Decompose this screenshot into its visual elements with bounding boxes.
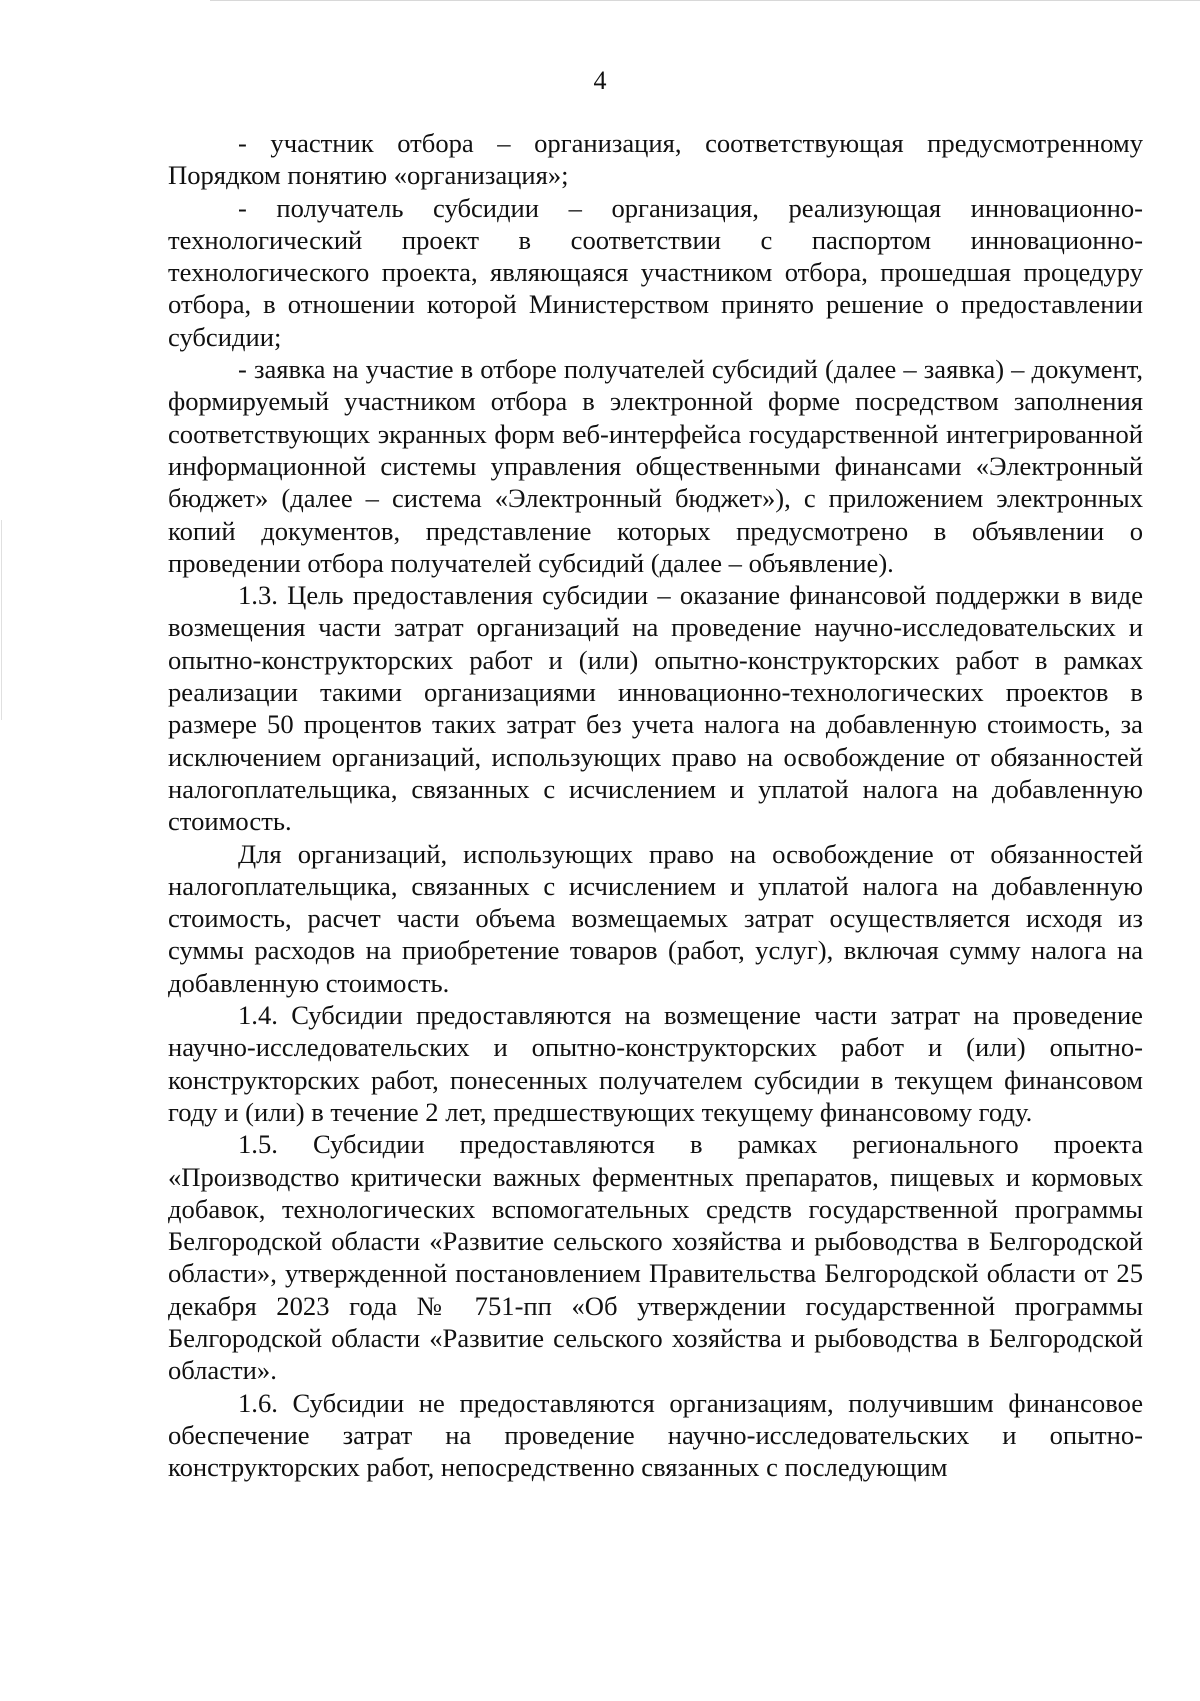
paragraph-vat-exempt: Для организаций, использующих право на освобождение от обязанностей налогоплательщика, связанных с исчислением и уплатой налога на добавленную стоимость, расчет части объема возмещаемых затрат осуществляется исходя из суммы расходов на приобретение товаров (работ, услуг), включая сумму налога на добавленную стоимость. xyxy=(168,838,1143,998)
scan-border-top xyxy=(210,0,1200,1)
document-body xyxy=(168,127,1143,1483)
paragraph-recipient-definition: - получатель субсидии – организация, реализующая инновационно-технологический проект в соответствии с паспортом инновационно-технологического проекта, являющаяся участником отбора, прошедшая процедуру отбора, в отношении которой Министерством принято решение о предоставлении субсидии; xyxy=(168,192,1143,352)
paragraph-1-3: 1.3. Цель предоставления субсидии – оказание финансовой поддержки в виде возмещения части затрат организаций на проведение научно-исследовательских и опытно-конструкторских работ и (или) опытно-конструкторских работ в рамках реализации такими организациями инновационно-технологических проектов в размере 50 процентов таких затрат без учета налога на добавленную стоимость, за исключением организаций, использующих право на освобождение от обязанностей налогоплательщика, связанных с исчислением и уплатой налога на добавленную стоимость. xyxy=(168,580,1143,837)
paragraph-application-definition: - заявка на участие в отборе получателей субсидий (далее – заявка) – документ, формируемый участником отбора в электронной форме посредством заполнения соответствующих экранных форм веб-интерфейса государственной интегрированной информационной системы управления общественными финансами «Электронный бюджет» (далее – система «Электронный бюджет»), с приложением электронных копий документов, представление которых предусмотрено в объявлении о проведении отбора получателей субсидий (далее – объявление). xyxy=(168,354,1143,578)
paragraph-1-6: 1.6. Субсидии не предоставляются организациям, получившим финансовое обеспечение затрат на проведение научно-исследовательских и опытно-конструкторских работ, непосредственно связанных с последующим xyxy=(168,1387,1143,1483)
scan-border-left xyxy=(1,520,2,720)
paragraph-1-4: 1.4. Субсидии предоставляются на возмещение части затрат на проведение научно-исследовательских и опытно-конструкторских работ и (или) опытно-конструкторских работ, понесенных получателем субсидии в текущем финансовом году и (или) в течение 2 лет, предшествующих текущему финансовому году. xyxy=(168,1000,1143,1127)
paragraph-participant-definition: - участник отбора – организация, соответствующая предусмотренному Порядком понятию «организация»; xyxy=(168,128,1143,191)
page-number: 4 xyxy=(593,66,607,95)
paragraph-1-5: 1.5. Субсидии предоставляются в рамках регионального проекта «Производство критически важных ферментных препаратов, пищевых и кормовых добавок, технологических вспомогательных средств государственной программы Белгородской области «Развитие сельского хозяйства и рыбоводства в Белгородской области», утвержденной постановлением Правительства Белгородской области от 25 декабря 2023 года № 751-пп «Об утверждении государственной программы Белгородской области «Развитие сельского хозяйства и рыбоводства в Белгородской области». xyxy=(168,1129,1143,1386)
